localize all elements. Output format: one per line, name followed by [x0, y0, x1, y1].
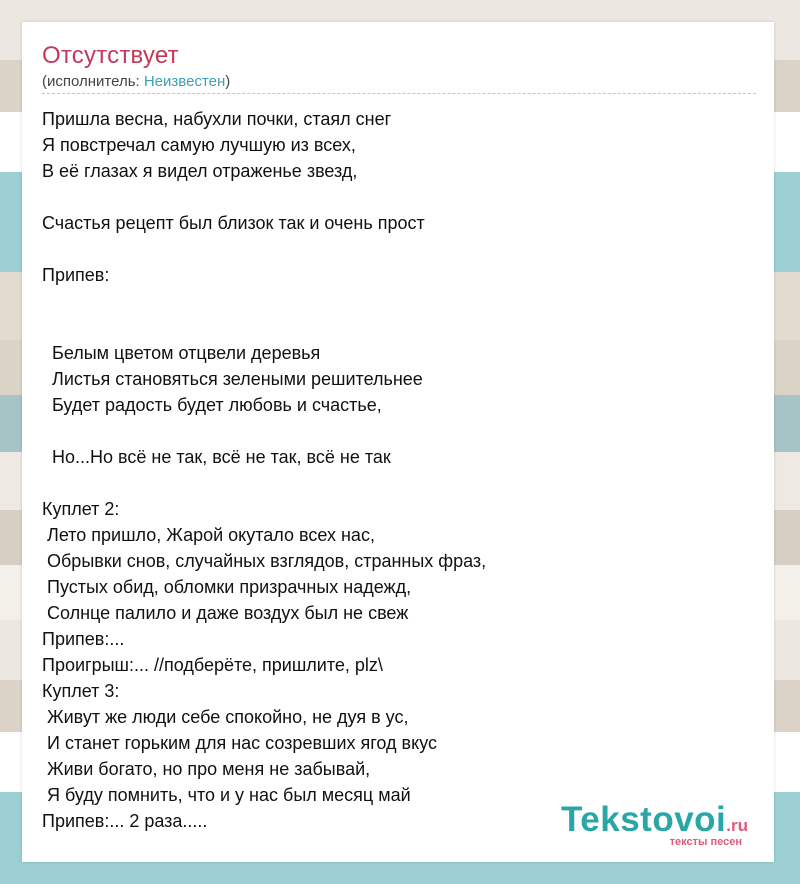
lyric-line: Припев:... 2 раза..... [42, 811, 208, 831]
lyric-line: Пришла весна, набухли почки, стаял снег [42, 109, 392, 129]
artist-suffix: ) [225, 73, 231, 90]
lyric-line [42, 288, 762, 314]
lyrics-text [42, 106, 762, 834]
song-title: Отсутствует [42, 42, 179, 69]
separator [42, 93, 756, 94]
artist-link[interactable]: Неизвестен [143, 73, 226, 90]
lyric-line: Припев:... [42, 629, 125, 649]
lyric-line: Обрывки снов, случайных взглядов, странных фраз, [42, 551, 487, 571]
logo-main: Tekstovoi [560, 800, 727, 839]
lyrics-card [22, 22, 774, 862]
lyric-line: Куплет 2: [42, 499, 120, 519]
site-logo[interactable] [560, 800, 748, 848]
lyric-line: Пустых обид, обломки призрачных надежд, [42, 577, 412, 597]
logo-tagline: тексты песен [669, 836, 742, 848]
lyric-line: Живут же люди себе спокойно, не дуя в ус, [42, 707, 409, 727]
lyric-line: Проигрыш:... //подберёте, пришлите, plz\ [42, 655, 383, 675]
lyric-line: Счастья рецепт был близок так и очень прост [42, 213, 425, 233]
lyric-line: Живи богато, но про меня не забывай, [42, 759, 371, 779]
lyric-line [42, 470, 762, 496]
lyric-line: Я повстречал самую лучшую из всех, [42, 135, 356, 155]
logo-tld: .ru [726, 816, 748, 835]
lyric-line: В её глазах я видел отраженье звезд, [42, 161, 358, 181]
lyric-line: Припев: [42, 265, 110, 285]
lyric-line [42, 314, 762, 340]
lyric-line: Но...Но всё не так, всё не так, всё не так [42, 447, 391, 467]
lyric-line: Солнце палило и даже воздух был не свеж [42, 603, 409, 623]
lyric-line: Будет радость будет любовь и счастье, [42, 395, 382, 415]
lyric-line [42, 236, 762, 262]
lyric-line: Я буду помнить, что и у нас был месяц май [42, 785, 411, 805]
lyric-line: И станет горьким для нас созревших ягод вкус [42, 733, 437, 753]
lyric-line: Лето пришло, Жарой окутало всех нас, [42, 525, 375, 545]
lyric-line: Белым цветом отцвели деревья [42, 343, 321, 363]
lyric-line [42, 184, 762, 210]
lyric-line: Куплет 3: [42, 681, 120, 701]
artist-prefix: (исполнитель: [42, 73, 144, 90]
lyric-line: Листья становяться зелеными решительнее [42, 369, 423, 389]
lyric-line [42, 418, 762, 444]
artist-line [42, 73, 230, 90]
